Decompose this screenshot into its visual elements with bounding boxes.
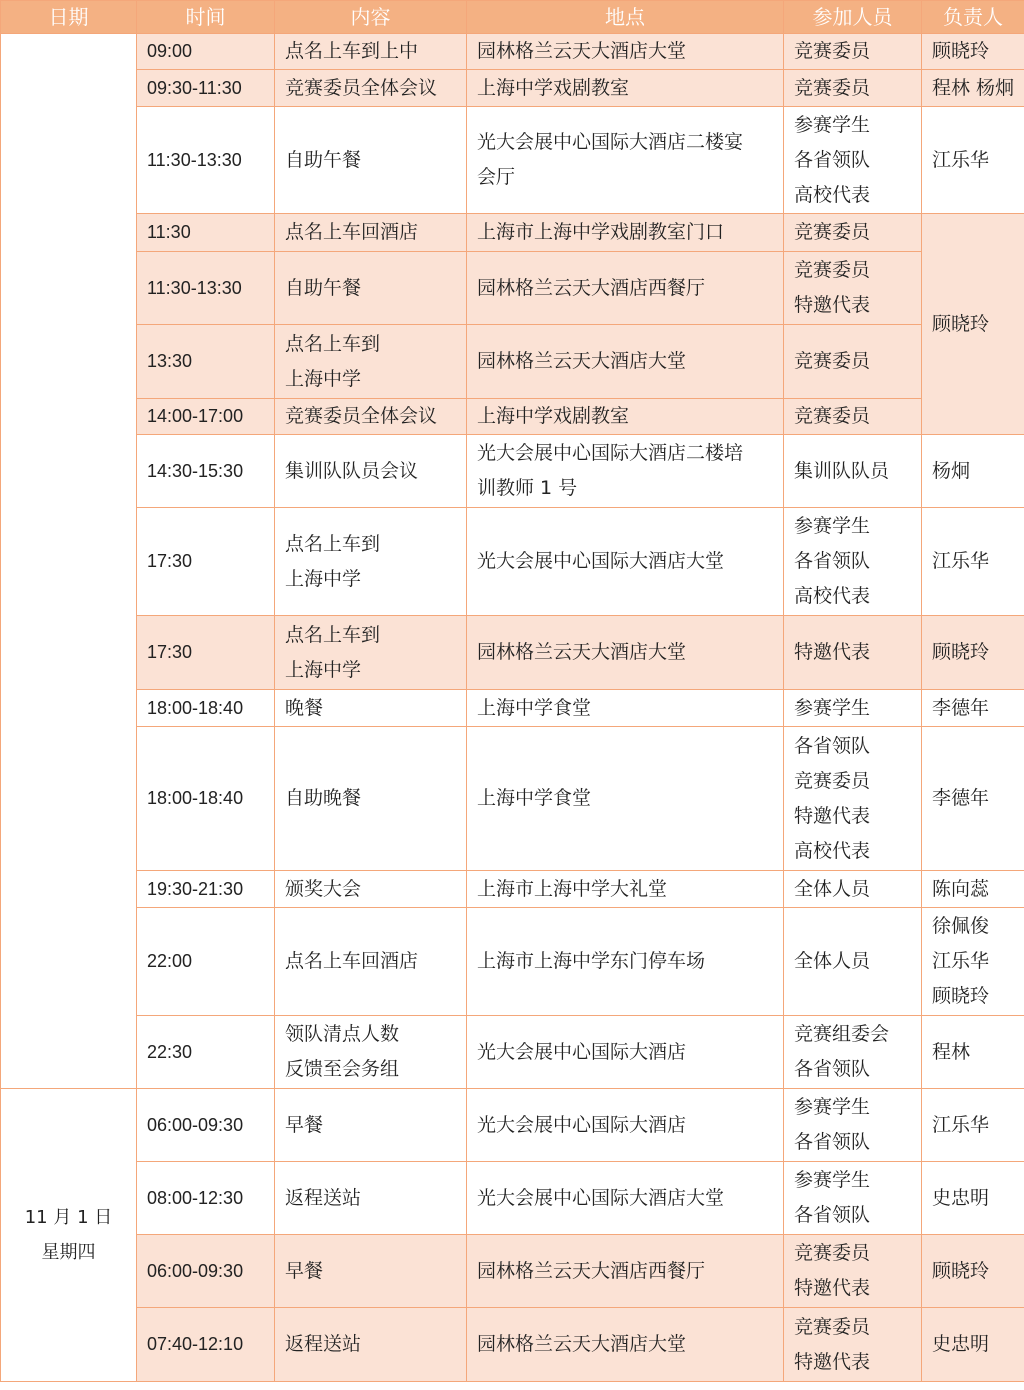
time-cell: 18:00-18:40 — [137, 690, 275, 727]
leader-cell — [922, 435, 1024, 508]
table-row — [1, 107, 1024, 214]
location-cell — [467, 435, 784, 508]
rows.12.participants-line: 全体人员 — [794, 877, 871, 900]
time-cell: 13:30 — [137, 325, 275, 399]
participants-cell — [784, 70, 922, 107]
participants-cell — [784, 107, 922, 214]
time-cell: 07:40-12:10 — [137, 1308, 275, 1382]
time-cell: 08:00-12:30 — [137, 1162, 275, 1235]
rows.18.participants-line: 特邀代表 — [794, 1350, 871, 1373]
rows.11.participants-line: 特邀代表 — [794, 804, 871, 827]
header-leader: 负责人 — [922, 1, 1024, 34]
time-cell: 14:00-17:00 — [137, 399, 275, 435]
rows.1.leader-line: 程林 杨炯 — [932, 76, 1015, 99]
participants-cell — [784, 871, 922, 908]
leader-cell — [922, 1235, 1024, 1308]
rows.10.location-line: 上海中学食堂 — [477, 696, 592, 719]
time-cell: 17:30 — [137, 508, 275, 616]
rows.2.content-line: 自助午餐 — [285, 148, 362, 171]
table-row — [1, 908, 1024, 1016]
rows.5.participants-line: 竞赛委员 — [794, 350, 871, 372]
location-cell — [467, 508, 784, 616]
rows.16.leader-line: 史忠明 — [932, 1186, 990, 1209]
table-row — [1, 34, 1024, 70]
content-cell — [275, 908, 467, 1016]
rows.2.location-line: 光大会展中心国际大酒店二楼宴 — [477, 131, 744, 153]
table-row — [1, 690, 1024, 727]
header-content: 内容 — [275, 1, 467, 34]
location-cell — [467, 214, 784, 252]
table-row — [1, 252, 1024, 325]
rows.12.leader-line: 陈向蕊 — [932, 877, 990, 900]
rows.4.location-line: 园林格兰云天大酒店西餐厅 — [477, 276, 706, 299]
table-row — [1, 1162, 1024, 1235]
rows.1.content-line: 竞赛委员全体会议 — [285, 76, 438, 99]
time-cell: 09:00 — [137, 34, 275, 70]
time-cell: 06:00-09:30 — [137, 1235, 275, 1308]
rows.16.participants-line: 各省领队 — [794, 1204, 871, 1226]
rows.17.participants-line: 特邀代表 — [794, 1277, 871, 1299]
time-cell: 19:30-21:30 — [137, 871, 275, 908]
location-cell — [467, 325, 784, 399]
rows.2.participants-line: 各省领队 — [794, 148, 871, 171]
content-cell — [275, 435, 467, 508]
rows.4.participants-line: 竞赛委员 — [794, 259, 871, 281]
rows.9.participants-line: 特邀代表 — [794, 641, 871, 663]
time-cell: 14:30-15:30 — [137, 435, 275, 508]
table-row — [1, 325, 1024, 399]
rows.13.leader-line: 江乐华 — [932, 950, 990, 972]
rows.15.content-line: 早餐 — [285, 1113, 324, 1136]
time-cell: 11:30-13:30 — [137, 252, 275, 325]
table-row — [1, 871, 1024, 908]
content-cell — [275, 1016, 467, 1089]
rows.5.content-line: 点名上车到 — [285, 332, 381, 355]
rows.7.content-line: 集训队队员会议 — [285, 459, 419, 482]
rows.8.content-line: 点名上车到 — [285, 532, 381, 555]
location-cell — [467, 1308, 784, 1382]
rows.5.content-line: 上海中学 — [285, 367, 362, 390]
rows.0.participants-line: 竞赛委员 — [794, 40, 871, 62]
rows.11.participants-line: 各省领队 — [794, 734, 871, 757]
rows.7.location-line: 训教师 1 号 — [477, 477, 578, 499]
location-cell — [467, 252, 784, 325]
participants-cell — [784, 616, 922, 690]
header-participants: 参加人员 — [784, 1, 922, 34]
content-cell — [275, 1162, 467, 1235]
rows.14.participants-line: 各省领队 — [794, 1058, 871, 1080]
rows.6.location-line: 上海中学戏剧教室 — [477, 405, 630, 427]
content-cell — [275, 690, 467, 727]
rows.9.leader-line: 顾晓玲 — [932, 641, 990, 663]
rows.3.location-line: 上海市上海中学戏剧教室门口 — [477, 221, 725, 243]
time-cell: 17:30 — [137, 616, 275, 690]
location-cell — [467, 616, 784, 690]
header-location: 地点 — [467, 1, 784, 34]
leader-cell — [922, 1162, 1024, 1235]
rows.3.content-line: 点名上车回酒店 — [285, 221, 419, 243]
leader-cell — [922, 908, 1024, 1016]
rows.13.content-line: 点名上车回酒店 — [285, 950, 419, 972]
table-row — [1, 435, 1024, 508]
location-cell — [467, 1235, 784, 1308]
leader-cell — [922, 871, 1024, 908]
rows.18.participants-line: 竞赛委员 — [794, 1315, 871, 1338]
rows.13.participants-line: 全体人员 — [794, 950, 871, 972]
rows.9.content-line: 上海中学 — [285, 658, 362, 681]
rows.11.content-line: 自助晚餐 — [285, 787, 362, 809]
location-cell — [467, 1162, 784, 1235]
rows.18.content-line: 返程送站 — [285, 1333, 362, 1355]
rows.18.leader-line: 史忠明 — [932, 1333, 990, 1355]
rows.8.participants-line: 参赛学生 — [794, 515, 871, 537]
participants-cell — [784, 1308, 922, 1382]
rows.7.leader-line: 杨炯 — [932, 459, 971, 482]
rows.9.content-line: 点名上车到 — [285, 623, 381, 646]
time-cell: 22:00 — [137, 908, 275, 1016]
rows.6.content-line: 竞赛委员全体会议 — [285, 405, 438, 427]
content-cell — [275, 70, 467, 107]
content-cell — [275, 252, 467, 325]
rows.14.location-line: 光大会展中心国际大酒店 — [477, 1040, 687, 1063]
rows.8.location-line: 光大会展中心国际大酒店大堂 — [477, 550, 725, 572]
rows.14.participants-line: 竞赛组委会 — [794, 1023, 890, 1045]
content-cell — [275, 1089, 467, 1162]
participants-cell — [784, 690, 922, 727]
rows.11.participants-line: 竞赛委员 — [794, 769, 871, 792]
content-cell — [275, 1235, 467, 1308]
location-cell — [467, 34, 784, 70]
participants-cell — [784, 252, 922, 325]
rows.1.location-line: 上海中学戏剧教室 — [477, 76, 630, 99]
table-row — [1, 1016, 1024, 1089]
rows.8.content-line: 上海中学 — [285, 567, 362, 590]
rows.4.participants-line: 特邀代表 — [794, 294, 871, 316]
location-cell — [467, 70, 784, 107]
rows.7.location-line: 光大会展中心国际大酒店二楼培 — [477, 442, 744, 464]
content-cell — [275, 214, 467, 252]
rows.14.leader-line: 程林 — [932, 1040, 971, 1063]
location-cell — [467, 871, 784, 908]
rows.16.location-line: 光大会展中心国际大酒店大堂 — [477, 1186, 725, 1209]
participants-cell — [784, 435, 922, 508]
location-cell — [467, 1089, 784, 1162]
rows.15.participants-line: 参赛学生 — [794, 1096, 871, 1118]
rows.0.leader-line: 顾晓玲 — [932, 40, 990, 62]
table-row — [1, 508, 1024, 616]
rows.5.location-line: 园林格兰云天大酒店大堂 — [477, 350, 687, 372]
content-cell — [275, 34, 467, 70]
content-cell — [275, 325, 467, 399]
time-cell: 22:30 — [137, 1016, 275, 1089]
rows.14.content-line: 领队清点人数 — [285, 1023, 400, 1045]
time-cell: 18:00-18:40 — [137, 727, 275, 871]
table-row — [1, 727, 1024, 871]
leader-cell — [922, 1016, 1024, 1089]
leader-cell — [922, 214, 1024, 435]
rows.2.leader-line: 江乐华 — [932, 148, 990, 171]
participants-cell — [784, 1089, 922, 1162]
table-row — [1, 1235, 1024, 1308]
table-row — [1, 214, 1024, 252]
time-cell: 11:30-13:30 — [137, 107, 275, 214]
rows.17.location-line: 园林格兰云天大酒店西餐厅 — [477, 1259, 706, 1282]
rows.15.leader-line: 江乐华 — [932, 1113, 990, 1136]
location-cell — [467, 908, 784, 1016]
rows.16.participants-line: 参赛学生 — [794, 1169, 871, 1191]
time-cell: 09:30-11:30 — [137, 70, 275, 107]
table-row — [1, 616, 1024, 690]
rows.15.location-line: 光大会展中心国际大酒店 — [477, 1113, 687, 1136]
date-cell — [1, 1089, 137, 1382]
header-row — [1, 1, 1024, 34]
participants-cell — [784, 325, 922, 399]
rows.0.location-line: 园林格兰云天大酒店大堂 — [477, 40, 687, 62]
rows.3.leader-line: 顾晓玲 — [932, 312, 990, 335]
rows.2.location-line: 会厅 — [477, 166, 516, 188]
rows.12.content-line: 颁奖大会 — [285, 877, 362, 900]
participants-cell — [784, 214, 922, 252]
participants-cell — [784, 1235, 922, 1308]
time-cell: 11:30 — [137, 214, 275, 252]
participants-cell — [784, 34, 922, 70]
rows.16.content-line: 返程送站 — [285, 1186, 362, 1209]
weekday-text: 星期四 — [41, 1242, 96, 1263]
leader-cell — [922, 34, 1024, 70]
date-cell — [1, 34, 137, 1089]
content-cell — [275, 871, 467, 908]
rows.17.participants-line: 竞赛委员 — [794, 1242, 871, 1264]
rows.15.participants-line: 各省领队 — [794, 1131, 871, 1153]
leader-cell — [922, 1308, 1024, 1382]
rows.13.leader-line: 徐佩俊 — [932, 915, 990, 937]
rows.1.participants-line: 竞赛委员 — [794, 76, 871, 99]
rows.11.participants-line: 高校代表 — [794, 839, 871, 862]
rows.10.leader-line: 李德年 — [932, 696, 990, 719]
rows.13.location-line: 上海市上海中学东门停车场 — [477, 950, 706, 972]
content-cell — [275, 107, 467, 214]
rows.8.participants-line: 各省领队 — [794, 550, 871, 572]
location-cell — [467, 690, 784, 727]
rows.2.participants-line: 高校代表 — [794, 183, 871, 206]
rows.2.participants-line: 参赛学生 — [794, 113, 871, 136]
rows.8.participants-line: 高校代表 — [794, 585, 871, 607]
table-row — [1, 399, 1024, 435]
rows.4.content-line: 自助午餐 — [285, 276, 362, 299]
rows.0.content-line: 点名上车到上中 — [285, 40, 419, 62]
participants-cell — [784, 908, 922, 1016]
content-cell — [275, 508, 467, 616]
content-cell — [275, 727, 467, 871]
rows.17.content-line: 早餐 — [285, 1259, 324, 1282]
participants-cell — [784, 1162, 922, 1235]
rows.14.content-line: 反馈至会务组 — [285, 1058, 400, 1080]
leader-cell — [922, 508, 1024, 616]
location-cell — [467, 1016, 784, 1089]
rows.18.location-line: 园林格兰云天大酒店大堂 — [477, 1333, 687, 1355]
table-row — [1, 1308, 1024, 1382]
rows.7.participants-line: 集训队队员 — [794, 459, 890, 482]
participants-cell — [784, 1016, 922, 1089]
date-text: 11 月 1 日 — [24, 1207, 113, 1228]
location-cell — [467, 399, 784, 435]
header-date: 日期 — [1, 1, 137, 34]
participants-cell — [784, 508, 922, 616]
location-cell — [467, 727, 784, 871]
leader-cell — [922, 690, 1024, 727]
rows.8.leader-line: 江乐华 — [932, 550, 990, 572]
rows.3.participants-line: 竞赛委员 — [794, 221, 871, 243]
participants-cell — [784, 727, 922, 871]
rows.6.participants-line: 竞赛委员 — [794, 405, 871, 427]
content-cell — [275, 1308, 467, 1382]
content-cell — [275, 399, 467, 435]
leader-cell — [922, 70, 1024, 107]
table-row — [1, 1089, 1024, 1162]
location-cell — [467, 107, 784, 214]
rows.10.content-line: 晚餐 — [285, 696, 324, 719]
content-cell — [275, 616, 467, 690]
table-row — [1, 70, 1024, 107]
leader-cell — [922, 1089, 1024, 1162]
header-time: 时间 — [137, 1, 275, 34]
rows.11.location-line: 上海中学食堂 — [477, 787, 592, 809]
time-cell: 06:00-09:30 — [137, 1089, 275, 1162]
rows.13.leader-line: 顾晓玲 — [932, 985, 990, 1007]
participants-cell — [784, 399, 922, 435]
schedule-body — [1, 34, 1024, 1382]
rows.12.location-line: 上海市上海中学大礼堂 — [477, 877, 668, 900]
rows.17.leader-line: 顾晓玲 — [932, 1259, 990, 1282]
rows.9.location-line: 园林格兰云天大酒店大堂 — [477, 641, 687, 663]
leader-cell — [922, 107, 1024, 214]
leader-cell — [922, 616, 1024, 690]
rows.11.leader-line: 李德年 — [932, 787, 990, 809]
rows.10.participants-line: 参赛学生 — [794, 696, 871, 719]
leader-cell — [922, 727, 1024, 871]
